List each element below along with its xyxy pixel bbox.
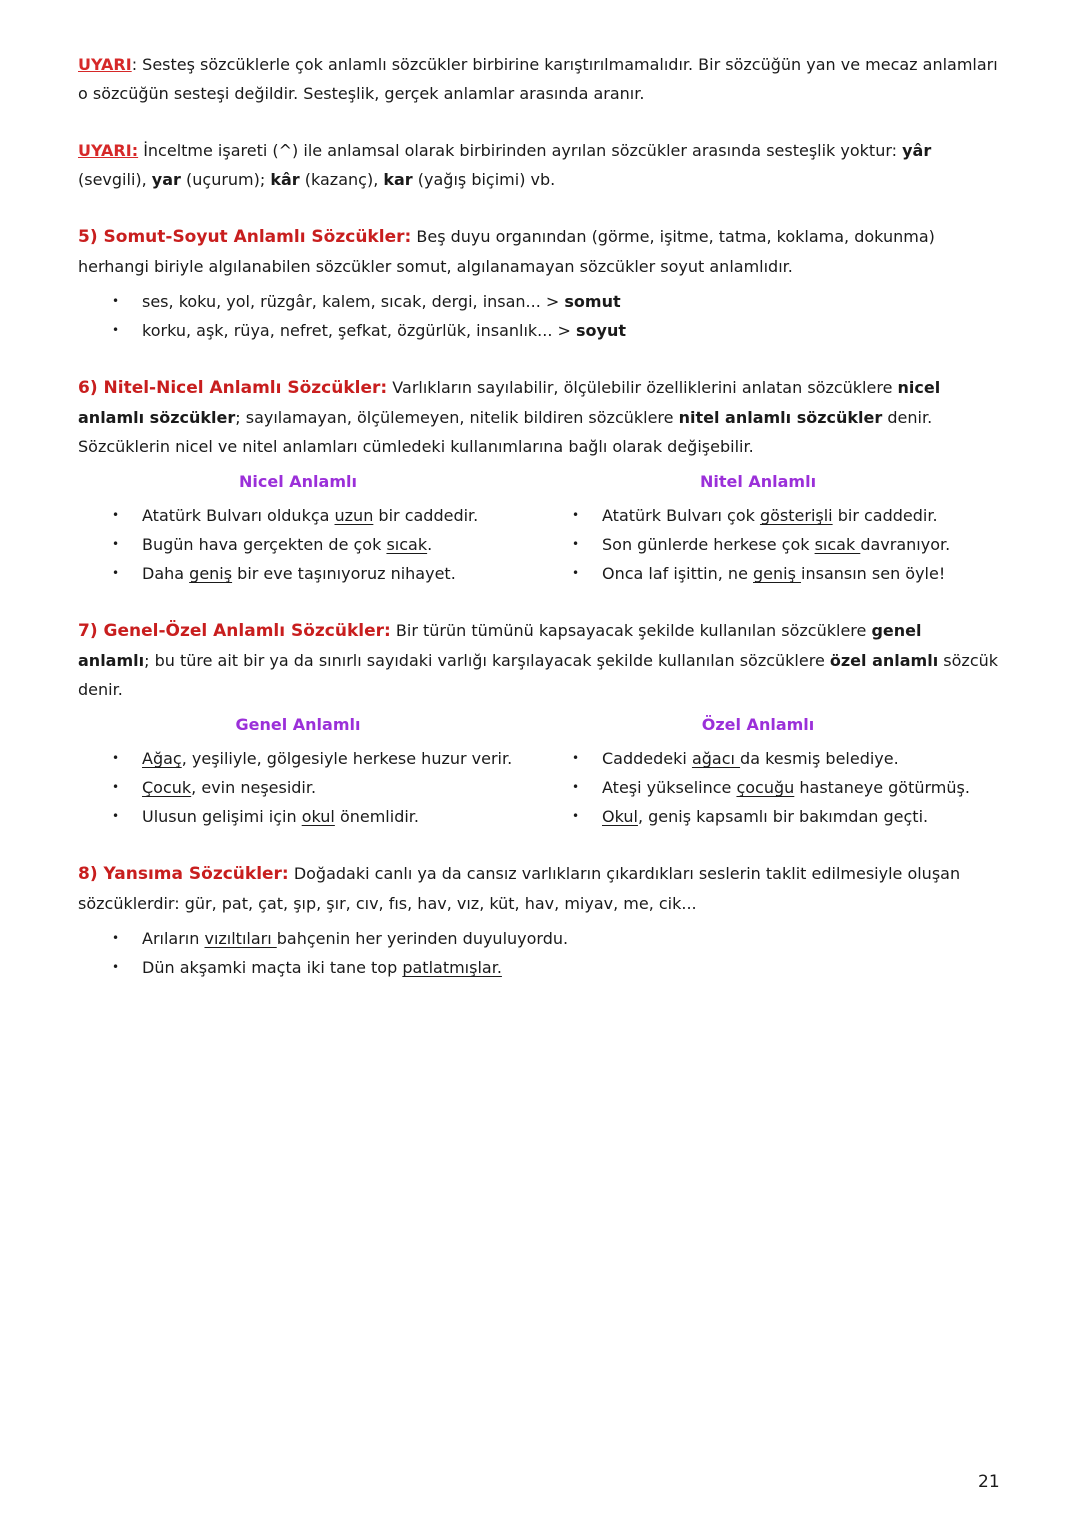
item-post: , geniş kapsamlı bir bakımdan geçti. [637, 807, 929, 826]
section-6-paragraph [78, 373, 998, 461]
list-item-text: ses, koku, yol, rüzgâr, kalem, sıcak, dergi, insan... > [142, 292, 565, 311]
nitel-title: Nitel Anlamlı [699, 472, 817, 491]
item-post: önemlidir. [334, 807, 419, 826]
section-8-list [78, 924, 998, 982]
section-nitel-nicel [78, 373, 998, 588]
nicel-title: Nicel Anlamlı [239, 472, 357, 491]
section-7-text-1: Bir türün tümünü kapsayacak şekilde kullanılan sözcüklere [390, 621, 872, 640]
list-item [78, 953, 998, 982]
warning-label-2: UYARI: [78, 141, 139, 160]
section-6-text-2: ; sayılamayan, ölçülemeyen, nitelik bildiren sözcüklere [235, 408, 679, 427]
section-8-text: Doğadaki canlı ya da cansız varlıkların çıkardıkları seslerin taklit edilmesiyle oluşan sözcüklerdir: gür, pat, çat, şıp, şır, cıv, fıs, hav, vız, küt, hav, miyav, me, cik... [78, 864, 961, 913]
word-yar: yar [151, 170, 181, 189]
item-underlined: Ağaç [142, 749, 182, 768]
list-item-bold: soyut [576, 321, 626, 340]
ozel-column [538, 712, 998, 831]
list-item [538, 802, 998, 831]
item-pre: Caddedeki [602, 749, 692, 768]
item-post: insansın sen öyle! [801, 564, 946, 583]
section-7-columns [78, 712, 998, 831]
item-underlined: Okul [602, 807, 638, 826]
warning-paragraph-2 [78, 136, 998, 194]
item-underlined: patlatmışlar. [402, 958, 502, 977]
warning-homonym [78, 50, 998, 108]
nicel-column [78, 469, 538, 588]
warning-text-2: İnceltme işareti (^) ile anlamsal olarak birbirinden ayrılan sözcükler arasında sesteşlik yoktur: [138, 141, 903, 160]
item-underlined: vızıltıları [204, 929, 277, 948]
item-underlined: çocuğu [736, 778, 795, 797]
list-item [78, 744, 538, 773]
item-underlined: geniş [753, 564, 802, 583]
item-underlined: ağacı [691, 749, 741, 768]
list-item [78, 773, 538, 802]
gloss-4: (yağış biçimi) vb. [412, 170, 556, 189]
list-item [78, 802, 538, 831]
list-item [538, 501, 998, 530]
section-7-bold-2: özel anlamlı [829, 651, 939, 670]
list-item-bold: somut [564, 292, 621, 311]
item-post: da kesmiş belediye. [740, 749, 899, 768]
page-number: 21 [978, 1472, 1000, 1492]
item-post: bir eve taşınıyoruz nihayet. [232, 564, 456, 583]
page-content [78, 50, 998, 1010]
gloss-1: (sevgili), [78, 170, 152, 189]
item-post: . [427, 535, 433, 554]
warning-circumflex [78, 136, 998, 194]
list-item [538, 530, 998, 559]
section-6-text-1: Varlıkların sayılabilir, ölçülebilir özelliklerini anlatan sözcüklere [387, 378, 898, 397]
section-7-text-3: sözcük denir. [78, 651, 999, 699]
list-item [78, 316, 998, 345]
item-post: davranıyor. [860, 535, 951, 554]
warning-text: : Sesteş sözcüklerle çok anlamlı sözcükler birbirine karıştırılmamalıdır. Bir sözcüğün yan ve mecaz anlamları o sözcüğün sesteşi değildir. Sesteşlik, gerçek anlamlar arasında aranır. [78, 55, 998, 103]
warning-label: UYARI [78, 55, 132, 74]
ozel-list [538, 744, 998, 831]
item-pre: Arıların [142, 929, 205, 948]
gloss-3: (kazanç), [299, 170, 384, 189]
section-6-text-3: denir. Sözcüklerin nicel ve nitel anlamları cümledeki kullanımlarına bağlı olarak değişebilir. [78, 408, 933, 456]
section-6-heading: 6) Nitel-Nicel Anlamlı Sözcükler: [78, 378, 388, 398]
list-item-text: korku, aşk, rüya, nefret, şefkat, özgürlük, insanlık... > [142, 321, 577, 340]
item-underlined: uzun [334, 506, 374, 525]
genel-list [78, 744, 538, 831]
word-kar-circumflex: kâr [270, 170, 300, 189]
item-pre: Ulusun gelişimi için [142, 807, 302, 826]
section-genel-ozel [78, 616, 998, 831]
list-item [78, 924, 998, 953]
section-7-text-2: ; bu türe ait bir ya da sınırlı sayıdaki varlığı karşılayacak şekilde kullanılan sözcüklere [144, 651, 830, 670]
item-pre: Son günlerde herkese çok [602, 535, 815, 554]
list-item [538, 773, 998, 802]
nicel-list [78, 501, 538, 588]
section-8-heading: 8) Yansıma Sözcükler: [78, 864, 289, 884]
item-pre: Onca laf işittin, ne [602, 564, 753, 583]
item-post: bir caddedir. [832, 506, 938, 525]
section-6-bold-2: nitel anlamlı sözcükler [678, 408, 883, 427]
item-post: , evin neşesidir. [191, 778, 317, 797]
item-underlined: geniş [189, 564, 233, 583]
item-underlined: Çocuk [142, 778, 192, 797]
list-item [78, 559, 538, 588]
genel-title: Genel Anlamlı [235, 715, 361, 734]
nitel-list [538, 501, 998, 588]
section-7-bold-1: genel anlamlı [78, 621, 922, 670]
section-5-paragraph [78, 222, 998, 281]
section-5-text: Beş duyu organından (görme, işitme, tatma, koklama, dokunma) herhangi biriyle algılanabilen sözcükler somut, algılanamayan sözcükler soyut anlamlıdır. [78, 227, 935, 276]
item-pre: Atatürk Bulvarı çok [602, 506, 760, 525]
item-post: hastaneye götürmüş. [794, 778, 970, 797]
list-item [78, 501, 538, 530]
nitel-column [538, 469, 998, 588]
word-yar-circumflex: yâr [902, 141, 932, 160]
item-post: , yeşiliyle, gölgesiyle herkese huzur verir. [181, 749, 513, 768]
section-5-heading: 5) Somut-Soyut Anlamlı Sözcükler: [78, 227, 412, 247]
warning-paragraph [78, 50, 998, 108]
item-pre: Dün akşamki maçta iki tane top [142, 958, 403, 977]
item-post: bir caddedir. [373, 506, 479, 525]
list-item [538, 744, 998, 773]
item-pre: Daha [142, 564, 190, 583]
list-item [78, 530, 538, 559]
section-7-heading: 7) Genel-Özel Anlamlı Sözcükler: [78, 621, 391, 641]
list-item [538, 559, 998, 588]
section-8-paragraph [78, 859, 998, 918]
item-post: bahçenin her yerinden duyuluyordu. [276, 929, 569, 948]
section-yansima [78, 859, 998, 982]
item-underlined: sıcak [814, 535, 861, 554]
genel-column [78, 712, 538, 831]
section-5-list [78, 287, 998, 345]
ozel-title: Özel Anlamlı [701, 715, 815, 734]
item-underlined: gösterişli [759, 506, 833, 525]
section-6-bold-1: nicel anlamlı sözcükler [78, 378, 941, 427]
section-6-columns [78, 469, 998, 588]
gloss-2: (uçurum); [180, 170, 271, 189]
item-underlined: okul [301, 807, 335, 826]
list-item [78, 287, 998, 316]
section-somut-soyut [78, 222, 998, 345]
item-pre: Bugün hava gerçekten de çok [142, 535, 387, 554]
item-pre: Ateşi yükselince [602, 778, 737, 797]
section-7-paragraph [78, 616, 998, 704]
item-underlined: sıcak [386, 535, 428, 554]
item-pre: Atatürk Bulvarı oldukça [142, 506, 335, 525]
word-kar: kar [383, 170, 413, 189]
